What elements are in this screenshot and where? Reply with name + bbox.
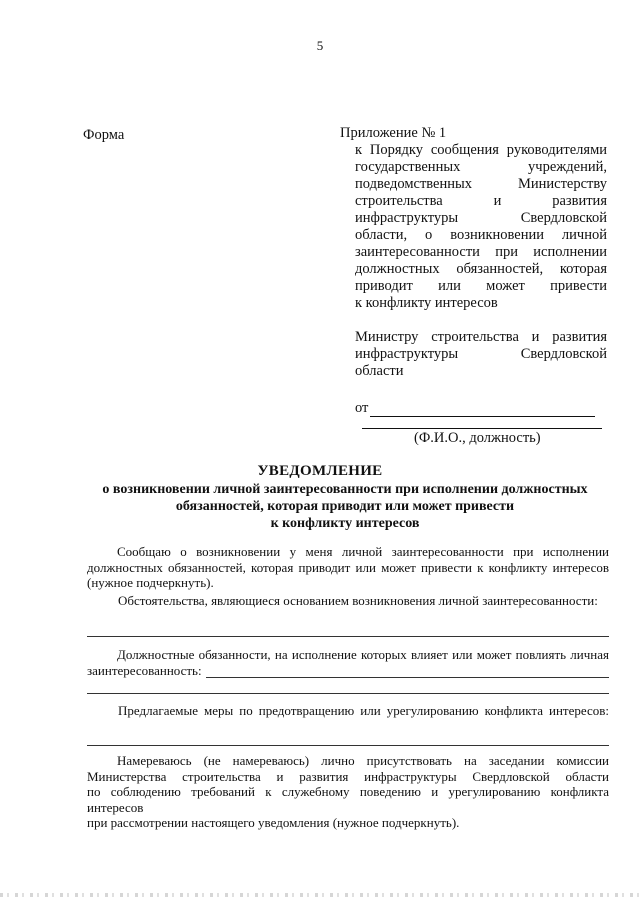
appendix-line: приводит или может привести (355, 278, 607, 294)
appendix-line: подведомственных Министерству (355, 176, 607, 192)
paragraph-line: (нужное подчеркнуть). (87, 575, 214, 590)
duties-fill-line[interactable] (206, 665, 609, 678)
appendix-line: строительства и развития (355, 193, 607, 209)
paragraph-line: должностных обязанностей, которая приводит или может привести к конфликту интересов (87, 559, 609, 575)
paragraph-duties (87, 647, 609, 678)
appendix-line: заинтересованности при исполнении (355, 244, 607, 260)
paragraph-line: Должностные обязанности, на исполнение которых влияет или может повлиять личная (117, 647, 609, 662)
duties-fill-line-2[interactable] (87, 693, 609, 694)
from-label: от (355, 400, 369, 416)
measures-fill-line[interactable] (87, 745, 609, 746)
addressee-line: области (355, 363, 404, 379)
from-input-line[interactable] (370, 404, 595, 417)
appendix-line: к конфликту интересов (355, 295, 498, 311)
paragraph-report (87, 544, 609, 591)
paragraph-line-with-field (87, 663, 609, 679)
paragraph-line: при рассмотрении настоящего уведомления (нужное подчеркнуть). (87, 815, 460, 830)
addressee-block (355, 330, 607, 381)
appendix-title: Приложение № 1 (340, 125, 447, 141)
addressee-line: инфраструктуры Свердловской (355, 346, 607, 362)
appendix-reference (355, 143, 607, 313)
paragraph-line: по соблюдению требований к служебному поведению и урегулированию конфликта интересов (87, 784, 609, 815)
scan-artifact-strip (0, 893, 640, 897)
notice-subtitle (80, 481, 610, 532)
notice-subtitle-line: обязанностей, которая приводит или может привести (175, 499, 515, 514)
appendix-line: должностных обязанностей, которая (355, 261, 607, 277)
paragraph-line: Намереваюсь (не намереваюсь) лично присутствовать на заседании комиссии (117, 753, 609, 768)
paragraph-attendance (87, 753, 609, 831)
appendix-line: области, о возникновении личной (355, 227, 607, 243)
paragraph-line: заинтересованность: (87, 662, 202, 678)
paragraph-circumstances: Обстоятельства, являющиеся основанием возникновения личной заинтересованности: (118, 593, 598, 608)
paragraph-measures: Предлагаемые меры по предотвращению или урегулированию конфликта интересов: (118, 703, 609, 718)
page-number: 5 (316, 38, 324, 53)
appendix-line: к Порядку сообщения руководителями (355, 142, 607, 158)
from-row (355, 400, 595, 417)
from-input-line-2[interactable] (362, 428, 602, 429)
notice-subtitle-line: к конфликту интересов (270, 516, 420, 531)
appendix-line: инфраструктуры Свердловской (355, 210, 607, 226)
paragraph-line: Министерства строительства и развития инфраструктуры Свердловской области (87, 768, 609, 784)
notice-title: УВЕДОМЛЕНИЕ (257, 463, 383, 479)
addressee-line: Министру строительства и развития (355, 329, 607, 345)
form-label: Форма (83, 127, 125, 143)
appendix-line: государственных учреждений, (355, 159, 607, 175)
notice-subtitle-line: о возникновении личной заинтересованности при исполнении должностных (102, 482, 588, 497)
fio-caption: (Ф.И.О., должность) (414, 430, 541, 446)
circumstances-fill-line[interactable] (87, 636, 609, 637)
paragraph-line: Сообщаю о возникновении у меня личной заинтересованности при исполнении (117, 544, 609, 559)
